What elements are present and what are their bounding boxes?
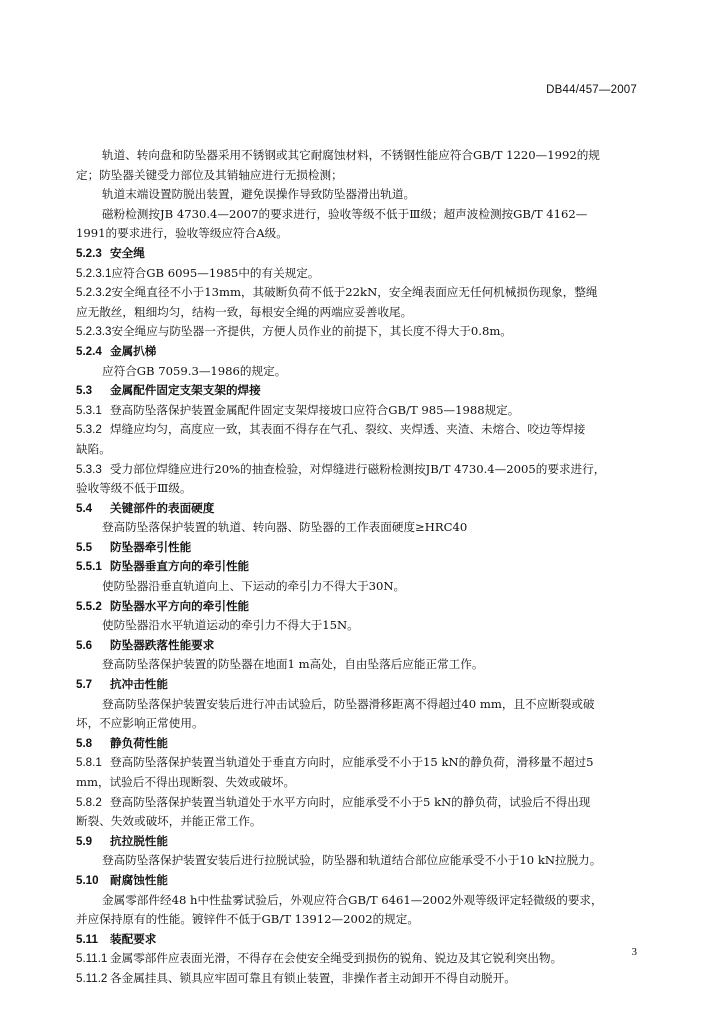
body-text-line [76, 322, 642, 342]
heading-text: 耐腐蚀性能 [110, 872, 168, 887]
body-text-line [76, 401, 642, 421]
section-heading [76, 342, 642, 362]
standard-code-header: DB44/457—2007 [546, 84, 637, 96]
clause-text: 安全绳应与防坠器一齐提供，方便人员作业的前提下，其长度不得大于0.8m。 [111, 324, 512, 339]
body-text-line [76, 949, 642, 969]
body-text-line [76, 303, 642, 323]
clause-text: 安全绳直径不小于13mm，其破断负荷不低于22kN，安全绳表面应无任何机械损伤现象，整绳 [111, 285, 598, 300]
section-heading [76, 381, 642, 401]
clause-text: 验收等级不低于Ⅲ级。 [76, 481, 192, 496]
body-text-line [76, 166, 642, 186]
clause-text: 登高防坠落保护装置当轨道处于垂直方向时，应能承受不小于15 kN的静负荷，滑移量不超过5 [110, 755, 594, 770]
clause-text: 应符合GB 6095—1985中的有关规定。 [111, 265, 320, 280]
clause-text: 各金属挂具、锁具应牢固可靠且有锁止装置，非操作者主动卸开不得自动脱开。 [110, 970, 516, 985]
clause-number: 5.5.2 [76, 599, 102, 613]
clause-number: 5.2.3 [76, 246, 102, 260]
clause-number: 5.10 [76, 873, 99, 887]
document-body [76, 146, 642, 989]
heading-text: 金属配件固定支架支架的焊接 [110, 383, 261, 398]
heading-text: 抗冲击性能 [110, 677, 168, 692]
body-text-line [76, 773, 642, 793]
clause-number: 5.11 [76, 932, 98, 946]
body-text-line [76, 440, 642, 460]
section-heading [76, 832, 642, 852]
clause-text: 缺陷。 [76, 441, 111, 456]
section-heading [76, 557, 642, 577]
clause-text: 登高防坠落保护装置的防坠器在地面1 m高处，自由坠落后应能正常工作。 [102, 657, 484, 672]
body-text-line [76, 891, 642, 911]
section-heading [76, 499, 642, 519]
clause-number: 5.8.2 [76, 795, 102, 809]
clause-text: 断裂、失效或破坏，并能正常工作。 [76, 814, 262, 829]
page-number: 3 [631, 946, 637, 958]
section-heading [76, 675, 642, 695]
body-text-line [76, 851, 642, 871]
clause-text: 焊缝应均匀，高度应一致，其表面不得存在气孔、裂纹、夹焊透、夹渣、未熔合、咬边等焊接 [110, 422, 586, 437]
body-text-line [76, 655, 642, 675]
clause-text: 1991的要求进行，验收等级应符合A级。 [76, 226, 288, 241]
clause-text: 金属零部件经48 h中性盐雾试验后，外观应符合GB/T 6461—2002外观等级评定轻微级的要求， [102, 892, 603, 907]
clause-number: 5.8.1 [76, 756, 102, 770]
clause-number: 5.3.3 [76, 462, 102, 476]
body-text-line [76, 577, 642, 597]
body-text-line [76, 969, 642, 989]
clause-number: 5.3 [76, 384, 93, 398]
body-text-line [76, 205, 642, 225]
clause-text: 应无散丝，粗细均匀，结构一致，每根安全绳的两端应妥善收尾。 [76, 304, 413, 319]
section-heading [76, 597, 642, 617]
clause-number: 5.2.3.3 [76, 325, 112, 339]
clause-number: 5.8 [76, 736, 93, 750]
body-text-line [76, 185, 642, 205]
clause-text: 登高防坠落保护装置安装后进行拉脱试验，防坠器和轨道结合部位应能承受不小于10 kN拉脱力。 [102, 853, 602, 868]
body-text-line [76, 224, 642, 244]
body-text-line [76, 695, 642, 715]
heading-text: 关键部件的表面硬度 [110, 500, 215, 515]
clause-number: 5.2.4 [76, 344, 102, 358]
clause-number: 5.2.3.2 [76, 286, 112, 300]
heading-text: 防坠器牵引性能 [110, 539, 192, 554]
clause-number: 5.5.1 [76, 560, 102, 574]
section-heading [76, 930, 642, 950]
clause-text: 金属零部件应表面光滑，不得存在会使安全绳受到损伤的锐角、锐边及其它锐利突出物。 [110, 951, 563, 966]
clause-number: 5.11.1 [76, 952, 108, 966]
body-text-line [76, 460, 642, 480]
clause-text: 登高防坠落保护装置安装后进行冲击试验后，防坠器滑移距离不得超过40 mm，且不应断裂或破 [102, 696, 595, 711]
body-text-line [76, 264, 642, 284]
body-text-line [76, 812, 642, 832]
clause-number: 5.6 [76, 638, 93, 652]
clause-number: 5.5 [76, 540, 93, 554]
clause-text: 登高防坠落保护装置的轨道、转向器、防坠器的工作表面硬度≥HRC40 [102, 520, 468, 535]
body-text-line [76, 420, 642, 440]
clause-text: mm，试验后不得出现断裂、失效或破坏。 [76, 775, 296, 789]
section-heading [76, 636, 642, 656]
body-text-line [76, 753, 642, 773]
clause-text: 登高防坠落保护装置金属配件固定支架焊接坡口应符合GB/T 985—1988规定。 [110, 402, 520, 417]
clause-text: 应符合GB 7059.3—1986的规定。 [102, 363, 287, 378]
section-heading [76, 538, 642, 558]
section-heading [76, 244, 642, 264]
body-text-line [76, 283, 642, 303]
clause-text: 登高防坠落保护装置当轨道处于水平方向时，应能承受不小于5 kN的静负荷，试验后不得出现 [110, 794, 591, 809]
heading-text: 抗拉脱性能 [110, 833, 168, 848]
body-text-line [76, 793, 642, 813]
heading-text: 防坠器跌落性能要求 [110, 637, 215, 652]
body-text-line [76, 714, 642, 734]
clause-text: 轨道末端设置防脱出装置，避免误操作导致防坠器滑出轨道。 [102, 187, 416, 202]
clause-number: 5.2.3.1 [76, 266, 112, 280]
heading-text: 金属扒梯 [110, 343, 157, 358]
clause-number: 5.4 [76, 501, 93, 515]
clause-text: 磁粉检测按JB 4730.4—2007的要求进行，验收等级不低于Ⅲ级；超声波检测按GB/T 4162— [102, 206, 588, 221]
body-text-line [76, 362, 642, 382]
clause-text: 受力部位焊缝应进行20%的抽查检验，对焊缝进行磁粉检测按JB/T 4730.4—2005的要求进行， [110, 461, 606, 476]
clause-number: 5.7 [76, 678, 93, 692]
heading-text: 防坠器垂直方向的牵引性能 [110, 559, 250, 574]
clause-number: 5.11.2 [76, 971, 108, 985]
section-heading [76, 871, 642, 891]
clause-number: 5.3.1 [76, 403, 102, 417]
clause-text: 使防坠器沿垂直轨道向上、下运动的牵引力不得大于30N。 [102, 579, 406, 594]
heading-text: 防坠器水平方向的牵引性能 [110, 598, 250, 613]
body-text-line [76, 479, 642, 499]
clause-text: 并应保持原有的性能。镀锌件不低于GB/T 13912—2002的规定。 [76, 912, 419, 927]
body-text-line [76, 616, 642, 636]
heading-text: 静负荷性能 [110, 735, 168, 750]
clause-text: 坏，不应影响正常使用。 [76, 716, 204, 731]
clause-text: 定；防坠器关键受力部位及其销轴应进行无损检测； [76, 167, 343, 182]
clause-text: 轨道、转向盘和防坠器采用不锈钢或其它耐腐蚀材料，不锈钢性能应符合GB/T 1220—1992的规 [102, 148, 600, 162]
clause-number: 5.9 [76, 834, 93, 848]
section-heading [76, 734, 642, 754]
body-text-line [76, 910, 642, 930]
body-text-line [76, 518, 642, 538]
clause-number: 5.3.2 [76, 423, 102, 437]
body-text-line [76, 146, 642, 166]
heading-text: 装配要求 [110, 931, 157, 946]
clause-text: 使防坠器沿水平轨道运动的牵引力不得大于15N。 [102, 618, 359, 633]
heading-text: 安全绳 [110, 245, 145, 260]
